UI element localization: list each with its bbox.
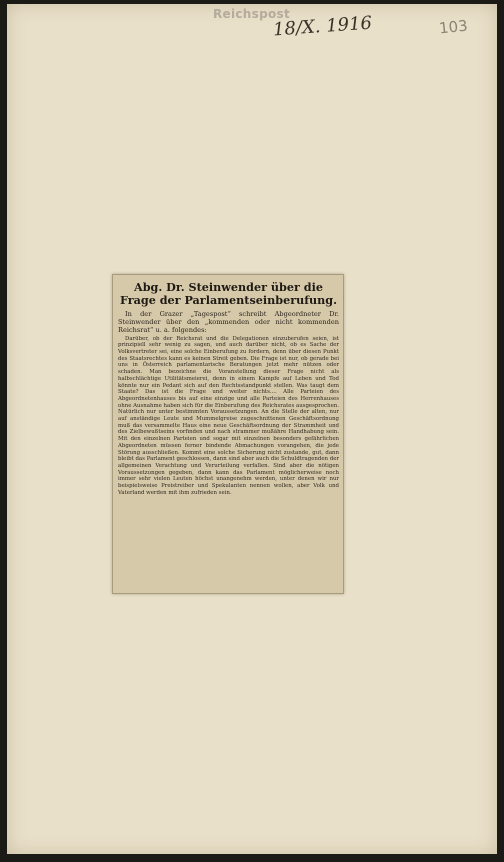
clipping-intro: In der Grazer „Tagespost“ schreibt Abgeordneter Dr. Steinwender über den „kommenden oder nicht kommenden Reichsrat“ u. a. folgendes: <box>118 310 339 335</box>
archive-stamp: Reichspost <box>213 7 291 21</box>
clipping-body: Darüber, ob der Reichsrat und die Delegationen einzuberufen seien, ist prinzipiell sehr wenig zu sagen, und auch darüber nicht, ob es Sache der Volksvertreter sei, eine solche Einberufung zu fordern, denn über diesen Punkt des Staatsrechtes kann es keinen Streit geben. Die Frage ist nur, ob gerade bei uns in Österreich parlamentarische Beratungen jetzt mehr nützen oder schaden. Man bezeichne die Voranstellung dieser Frage nicht als halbschlächtige Utilitätsmeierei, denn in einem Kampfe auf Leben und Tod könnte nur ein Pedant sich auf den Rechtsstandpunkt stellen. Was taugt dem Staate? Das ist die Frage und weiter nichts.... Alle Parteien des Abgeordnetenhauses bis auf eine einzige und alle Parteien des Herrenhauses ohne Ausnahme haben sich für die Einberufung des Reichsrates ausgesprochen. Natürlich nur unter bestimmten Voraussetzungen. An die Stelle der alten, nur auf anständige Leute und Mummelgreise zugeschnittenen Geschäftsordnung muß das versammelte Haus eine neue Geschäftsordnung der Strammheit und des Zielbewußtseins vorfinden und nach strammer mußähre Handhabung sein. Mit den einzelnen Parteien und sogar mit einzelnen besonders gefährlichen Abgeordneten müssen ferner bindende Abmachungen vorangehen, die jede Störung ausschließen. Kommt eine solche Sicherung nicht zustande, gut, dann bleibt das Parlament geschlossen, dann sind aber auch die Schuldtragenden der allgemeinen Verachtung und Verurteilung verfallen. Sind aber die nötigen Voraussetzungen gegeben, dann kann das Parlament möglicherweise noch immer sehr vielen Leuten höchst unangenehm werden, unter denen wir nur beispielsweise Preistreiber und Spekulanten nennen wollen, aber Volk und Vaterland werden mit ihm zufrieden sein. <box>118 335 339 496</box>
handwritten-date: 18/X. 1916 <box>272 12 373 41</box>
newspaper-clipping <box>112 274 344 594</box>
clipping-headline: Abg. Dr. Steinwender über die Frage der Parlamentseinberufung. <box>119 280 338 307</box>
page-number: 103 <box>438 16 469 38</box>
